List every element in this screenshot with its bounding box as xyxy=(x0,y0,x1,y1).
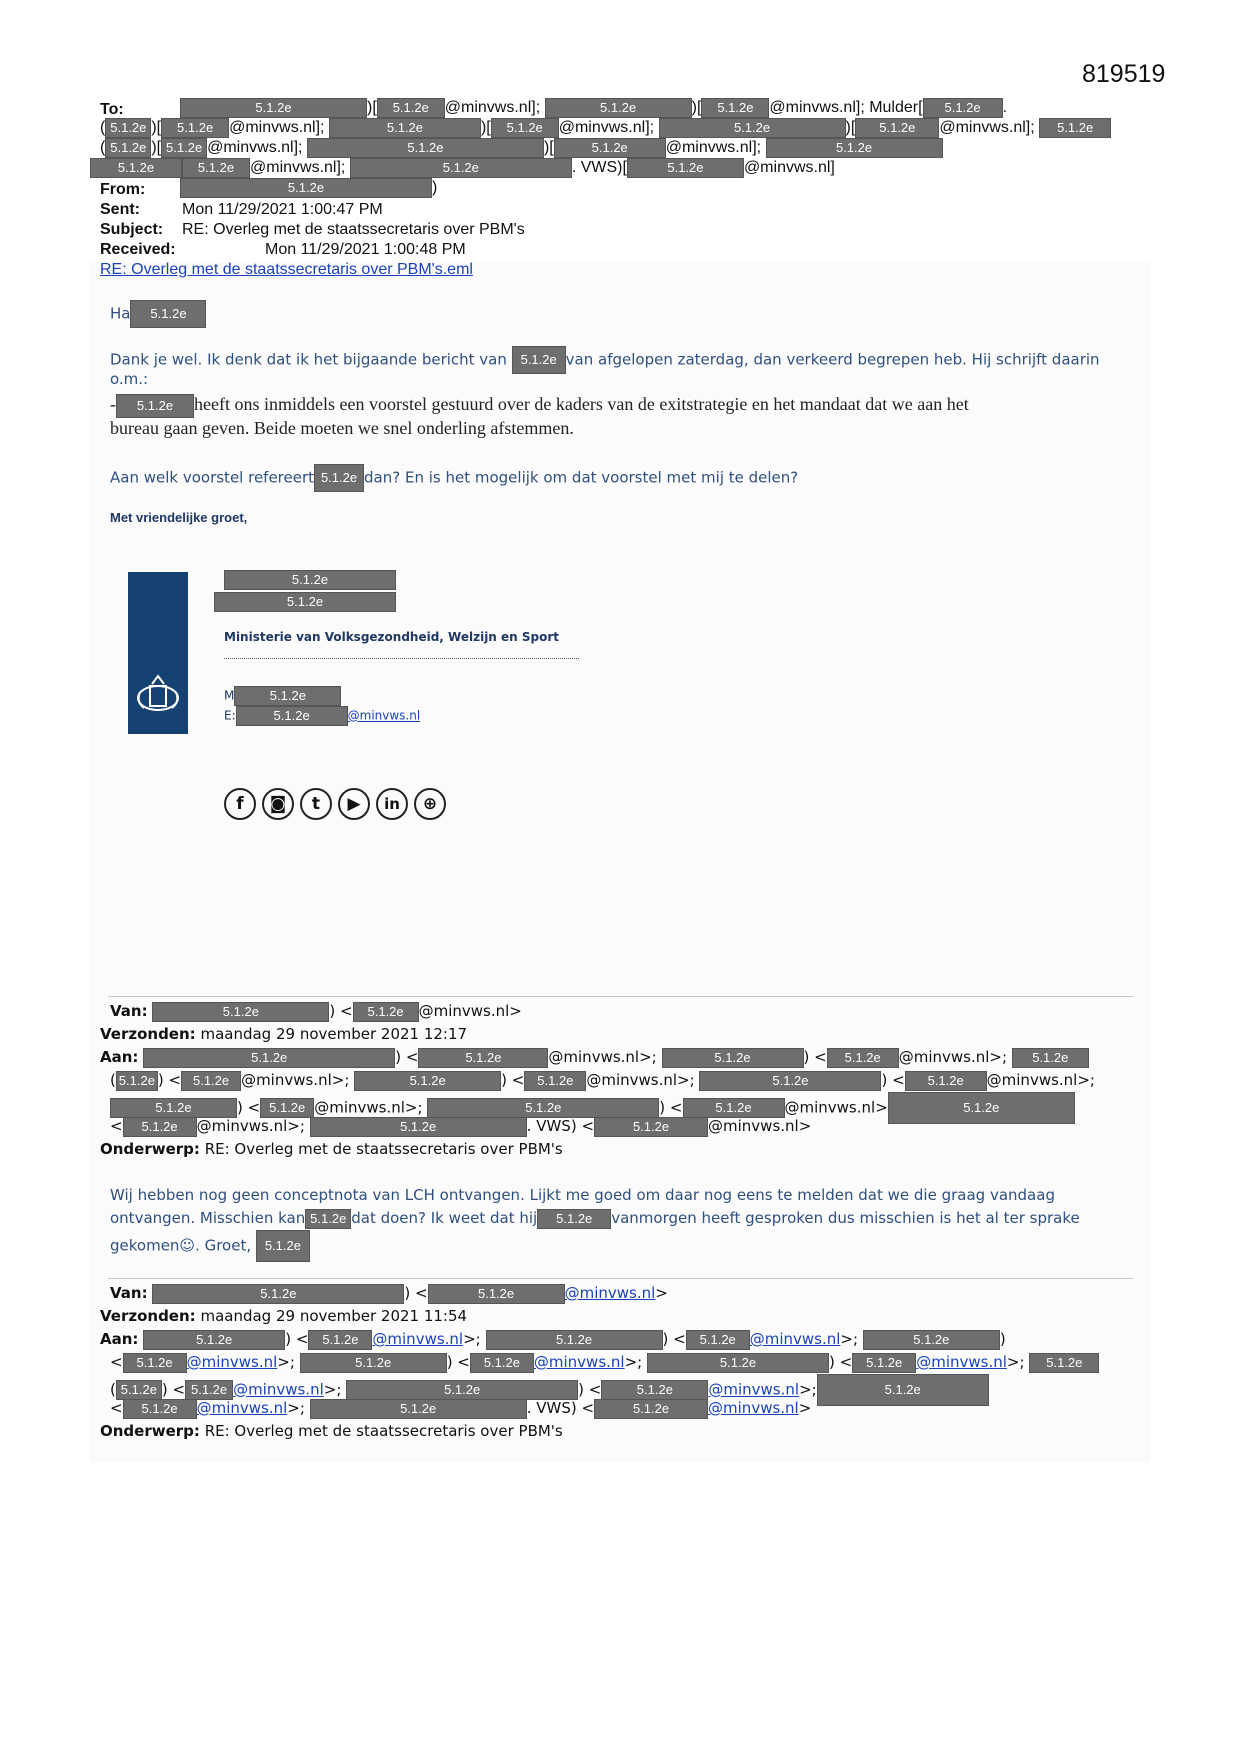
to-line-1-content: 5.1.2e )[ 5.1.2e @minvws.nl]; 5.1.2e )[ 5.1.2e @minvws.nl]; Mulder[ 5.1.2e . xyxy=(180,98,1007,118)
lt: ) < xyxy=(395,1048,419,1066)
redaction-box: 5.1.2e xyxy=(256,1230,310,1262)
email-fragment: @minvws.nl>; xyxy=(241,1071,350,1089)
q1-onderwerp xyxy=(100,1138,563,1161)
onderwerp-value: RE: Overleg met de staatssecretaris over PBM's xyxy=(204,1140,563,1158)
redaction-box: 5.1.2e xyxy=(601,1380,708,1400)
redaction-box: 5.1.2e xyxy=(545,98,692,118)
separator xyxy=(108,1278,1133,1279)
facebook-icon[interactable]: f xyxy=(224,788,256,820)
email-fragment: . VWS) < xyxy=(526,1117,595,1135)
para1-text: van afgelopen zaterdag, dan verkeerd begrepen heb. Hij schrijft daarin xyxy=(565,350,1100,369)
ministry-logo xyxy=(128,572,188,734)
q1-body-text: dat doen? Ik weet dat hij xyxy=(351,1209,538,1227)
email-link[interactable]: @minvws.nl xyxy=(708,1380,800,1399)
semi: >; xyxy=(323,1380,342,1399)
para1-line1 xyxy=(110,346,1100,374)
redaction-box: 5.1.2e xyxy=(486,1330,663,1350)
onderwerp-label: Onderwerp: xyxy=(100,1140,200,1158)
to-line-2: ( 5.1.2e )[ 5.1.2e @minvws.nl]; 5.1.2e )[ 5.1.2e @minvws.nl]; 5.1.2e )[ 5.1.2e @minvws.nl]; 5.1.2e xyxy=(100,118,1111,138)
lt: ) < xyxy=(829,1353,853,1371)
redaction-box: 5.1.2e xyxy=(214,592,396,612)
globe-icon[interactable]: ⊕ xyxy=(414,788,446,820)
redaction-box: 5.1.2e xyxy=(353,1002,419,1022)
semi: >; xyxy=(463,1330,481,1348)
email-fragment: @minvws.nl]; Mulder[ xyxy=(769,99,923,117)
lt: ) < xyxy=(157,1071,182,1089)
from-close: ) xyxy=(432,179,438,197)
signature-email xyxy=(224,706,420,726)
verzonden-value: maandag 29 november 2021 11:54 xyxy=(200,1307,468,1325)
redaction-box: 5.1.2e xyxy=(699,1071,881,1091)
redaction-box: 5.1.2e xyxy=(888,1092,1075,1124)
redaction-box: 5.1.2e xyxy=(683,1098,785,1118)
redaction-box: 5.1.2e xyxy=(1029,1353,1099,1373)
from-label: From: xyxy=(100,181,146,198)
q1-aan-4: < 5.1.2e @minvws.nl>; 5.1.2e . VWS) < 5.1.2e @minvws.nl> xyxy=(110,1117,812,1135)
separator xyxy=(108,996,1133,997)
para2-text: dan? En is het mogelijk om dat voorstel met mij te delen? xyxy=(364,468,799,487)
email-prefix: E: xyxy=(224,708,236,723)
semi: >; xyxy=(277,1353,295,1371)
redaction-box: 5.1.2e xyxy=(905,1071,987,1091)
van-tail: ) < xyxy=(404,1284,428,1302)
redaction-box: 5.1.2e xyxy=(852,1353,916,1373)
q2-onderwerp xyxy=(100,1420,563,1443)
email-fragment: @minvws.nl>; xyxy=(898,1048,1008,1066)
signature-title xyxy=(214,592,396,612)
redaction-box: 5.1.2e xyxy=(524,1071,586,1091)
email-fragment: @minvws.nl] xyxy=(743,159,835,177)
q1-body-text: ontvangen. Misschien kan xyxy=(110,1209,306,1227)
quote-line2: bureau gaan geven. Beide moeten we snel onderling afstemmen. xyxy=(110,418,574,438)
email-link[interactable]: @minvws.nl xyxy=(564,1284,656,1302)
email-fragment: . VWS)[ xyxy=(571,159,627,177)
redaction-box: 5.1.2e xyxy=(354,1071,501,1091)
q2-aan-1 xyxy=(100,1328,1006,1351)
para2 xyxy=(110,464,798,492)
van-close: > xyxy=(655,1284,668,1302)
redaction-box: 5.1.2e xyxy=(427,1098,659,1118)
to-line-3: ( 5.1.2e )[ 5.1.2e @minvws.nl]; 5.1.2e )[ 5.1.2e @minvws.nl]; 5.1.2e xyxy=(100,138,943,158)
redaction-box: 5.1.2e xyxy=(116,394,194,418)
email-fragment: @minvws.nl]; xyxy=(250,159,346,177)
redaction-box: 5.1.2e xyxy=(659,118,846,138)
email-fragment: @minvws.nl> xyxy=(784,1098,888,1117)
redaction-box: 5.1.2e xyxy=(594,1117,708,1137)
redaction-box: 5.1.2e xyxy=(116,1071,158,1091)
redaction-box: 5.1.2e xyxy=(152,1002,329,1022)
q2-aan-4: < 5.1.2e @minvws.nl>; 5.1.2e . VWS) < 5.1.2e @minvws.nl> xyxy=(110,1399,812,1417)
greeting xyxy=(110,300,206,328)
email-fragment: @minvws.nl>; xyxy=(586,1071,695,1089)
email-link[interactable]: @minvws.nl xyxy=(186,1353,278,1371)
para2-text: Aan welk voorstel refereert xyxy=(110,468,315,487)
to-line-1 xyxy=(100,100,124,120)
email-link[interactable]: @minvws.nl xyxy=(233,1380,324,1399)
email-fragment: @minvws.nl]; xyxy=(229,119,325,137)
redaction-box: 5.1.2e xyxy=(143,1048,395,1068)
lt: ) < xyxy=(662,1330,686,1348)
redaction-box: 5.1.2e xyxy=(307,138,544,158)
redaction-box: 5.1.2e xyxy=(827,1048,899,1068)
subject-label: Subject: xyxy=(100,221,164,238)
subject-value: RE: Overleg met de staatssecretaris over PBM's xyxy=(182,221,525,238)
quote-dash: - xyxy=(110,394,116,414)
signature-name xyxy=(224,570,396,590)
redaction-box: 5.1.2e xyxy=(310,1117,527,1137)
redaction-box: 5.1.2e xyxy=(161,138,207,158)
coat-of-arms-icon xyxy=(128,572,188,734)
lt: ) < xyxy=(161,1380,186,1399)
redaction-box: 5.1.2e xyxy=(224,570,396,590)
lt: ) < xyxy=(285,1330,309,1348)
q1-aan-2: ( 5.1.2e ) < 5.1.2e @minvws.nl>; 5.1.2e ) < 5.1.2e @minvws.nl>; 5.1.2e ) < 5.1.2e @minvws.nl>; xyxy=(110,1071,1095,1089)
email-fragment: @minvws.nl]; xyxy=(558,119,655,137)
email-link[interactable]: @minvws.nl xyxy=(708,1399,799,1417)
closing: Met vriendelijke groet, xyxy=(110,510,248,525)
redaction-box: 5.1.2e xyxy=(300,1353,447,1373)
redaction-box: 5.1.2e xyxy=(123,1117,197,1137)
redaction-box: 5.1.2e xyxy=(554,138,666,158)
redaction-box: 5.1.2e xyxy=(314,464,364,492)
from-value xyxy=(180,178,437,198)
redaction-box: 5.1.2e xyxy=(491,118,559,138)
onderwerp-label: Onderwerp: xyxy=(100,1422,200,1440)
redaction-box: 5.1.2e xyxy=(185,1380,233,1400)
q2-van xyxy=(110,1282,668,1305)
redaction-box: 5.1.2e xyxy=(260,1098,314,1118)
email-link[interactable]: @minvws.nl xyxy=(749,1330,841,1348)
redaction-box: 5.1.2e xyxy=(234,686,341,706)
redaction-box: 5.1.2e xyxy=(180,178,432,198)
phone-prefix: M xyxy=(224,688,235,703)
document-id: 819519 xyxy=(1082,60,1166,88)
redaction-box: 5.1.2e xyxy=(627,158,744,178)
redaction-box: 5.1.2e xyxy=(308,1330,372,1350)
quote-text: heeft ons inmiddels een voorstel gestuurd over de kaders van de exitstrategie en het mandaat dat we aan het xyxy=(194,394,969,414)
received-value: Mon 11/29/2021 1:00:48 PM xyxy=(265,241,466,258)
q1-body-2 xyxy=(110,1207,1080,1229)
redaction-box: 5.1.2e xyxy=(180,98,367,118)
email-fragment: @minvws.nl>; xyxy=(548,1048,657,1066)
redaction-box: 5.1.2e xyxy=(236,706,348,726)
redaction-box: 5.1.2e xyxy=(350,158,572,178)
redaction-box: 5.1.2e xyxy=(110,1098,237,1118)
email-link[interactable]: @minvws.nl xyxy=(372,1330,464,1348)
redaction-box: 5.1.2e xyxy=(123,1353,187,1373)
redaction-box: 5.1.2e xyxy=(1012,1048,1089,1068)
email-fragment: @minvws.nl]; xyxy=(207,139,303,157)
greeting-text: Ha xyxy=(110,304,131,323)
semi: >; xyxy=(1006,1353,1025,1371)
received-label: Received: xyxy=(100,241,176,258)
instagram-icon[interactable]: ◙ xyxy=(262,788,294,820)
redaction-box: 5.1.2e xyxy=(470,1353,534,1373)
lt: ) < xyxy=(881,1071,905,1089)
redaction-box: 5.1.2e xyxy=(310,1399,527,1419)
email-link[interactable]: @minvws.nl xyxy=(347,708,421,723)
lt: ) < xyxy=(446,1353,470,1371)
from-line xyxy=(100,180,145,200)
q1-verzonden xyxy=(100,1023,467,1046)
para1-text: Dank je wel. Ik denk dat ik het bijgaande bericht van xyxy=(110,350,507,369)
aan-label: Aan: xyxy=(100,1048,139,1066)
q2-aan-3: ( 5.1.2e ) < 5.1.2e @minvws.nl>; 5.1.2e ) < 5.1.2e @minvws.nl>; 5.1.2e xyxy=(110,1374,989,1406)
ministry-name: Ministerie van Volksgezondheid, Welzijn en Sport xyxy=(224,630,560,644)
redaction-box: 5.1.2e xyxy=(152,1284,404,1304)
redaction-box: 5.1.2e xyxy=(594,1399,708,1419)
email-fragment: @minvws.nl>; xyxy=(196,1117,305,1135)
redaction-box: 5.1.2e xyxy=(105,138,151,158)
semi: >; xyxy=(799,1380,817,1399)
redaction-box: 5.1.2e xyxy=(817,1374,989,1406)
quote-line1 xyxy=(110,392,969,418)
redaction-box: 5.1.2e xyxy=(116,1380,162,1400)
email-link[interactable]: @minvws.nl xyxy=(916,1353,1007,1371)
email-fragment: @minvws.nl> xyxy=(708,1117,812,1135)
redaction-box: 5.1.2e xyxy=(90,158,182,178)
redaction-box: 5.1.2e xyxy=(428,1284,565,1304)
redaction-box: 5.1.2e xyxy=(346,1380,578,1400)
twitter-icon[interactable]: t xyxy=(300,788,332,820)
signature-divider xyxy=(224,658,579,659)
sent-line xyxy=(100,200,140,220)
aan-label: Aan: xyxy=(100,1330,139,1348)
redaction-box: 5.1.2e xyxy=(537,1209,611,1229)
lt: ) < xyxy=(578,1380,602,1399)
redaction-box: 5.1.2e xyxy=(1039,118,1111,138)
lt: ) < xyxy=(237,1098,261,1117)
redaction-box: 5.1.2e xyxy=(181,1071,241,1091)
redaction-box: 5.1.2e xyxy=(182,158,250,178)
lt: ) < xyxy=(803,1048,827,1066)
q1-aan-1 xyxy=(100,1046,1089,1069)
redaction-box: 5.1.2e xyxy=(130,300,206,328)
redaction-box: 5.1.2e xyxy=(662,1048,804,1068)
redaction-box: 5.1.2e xyxy=(923,98,1003,118)
van-tail: ) < xyxy=(329,1002,353,1020)
van-label: Van: xyxy=(110,1002,148,1020)
linkedin-icon[interactable]: in xyxy=(376,788,408,820)
email-fragment: @minvws.nl]; xyxy=(444,99,541,117)
redaction-box: 5.1.2e xyxy=(305,1209,351,1229)
redaction-box: 5.1.2e xyxy=(329,118,481,138)
para1-line2: o.m.: xyxy=(110,370,149,388)
redaction-box: 5.1.2e xyxy=(105,118,151,138)
to-line-4 xyxy=(90,158,835,178)
redaction-box: 5.1.2e xyxy=(161,118,229,138)
redaction-box: 5.1.2e xyxy=(766,138,943,158)
sent-label: Sent: xyxy=(100,201,140,218)
q1-van xyxy=(110,1000,522,1023)
redaction-box: 5.1.2e xyxy=(512,346,566,374)
van-label: Van: xyxy=(110,1284,148,1302)
verzonden-value: maandag 29 november 2021 12:17 xyxy=(200,1025,468,1043)
q1-body-3 xyxy=(110,1230,310,1262)
subject-line xyxy=(100,220,163,240)
semi: >; xyxy=(840,1330,859,1348)
received-line xyxy=(100,240,176,260)
redaction-box: 5.1.2e xyxy=(863,1330,1000,1350)
redaction-box: 5.1.2e xyxy=(701,98,769,118)
attachment-link[interactable]: RE: Overleg met de staatssecretaris over PBM's.eml xyxy=(100,261,473,278)
email-fragment: . VWS) < xyxy=(526,1399,595,1417)
email-link[interactable]: @minvws.nl xyxy=(533,1353,625,1371)
redaction-box: 5.1.2e xyxy=(377,98,445,118)
redaction-box: 5.1.2e xyxy=(686,1330,750,1350)
redaction-box: 5.1.2e xyxy=(647,1353,829,1373)
redaction-box: 5.1.2e xyxy=(143,1330,285,1350)
to-label: To: xyxy=(100,101,124,118)
email-fragment: @minvws.nl]; xyxy=(939,119,1035,137)
close-paren: ) xyxy=(999,1330,1006,1348)
redaction-box: 5.1.2e xyxy=(418,1048,548,1068)
verzonden-label: Verzonden: xyxy=(100,1307,196,1325)
lt: ) < xyxy=(659,1098,683,1117)
van-email: @minvws.nl> xyxy=(418,1002,522,1020)
email-fragment: @minvws.nl]; xyxy=(665,139,762,157)
email-fragment: @minvws.nl>; xyxy=(986,1071,1095,1089)
verzonden-label: Verzonden: xyxy=(100,1025,196,1043)
q1-body-text: gekomen☺. Groet, xyxy=(110,1236,252,1255)
q1-body-1: Wij hebben nog geen conceptnota van LCH ontvangen. Lijkt me goed om daar nog eens te melden dat we die graag vandaag xyxy=(110,1186,1055,1204)
q2-aan-2: < 5.1.2e @minvws.nl>; 5.1.2e ) < 5.1.2e @minvws.nl>; 5.1.2e ) < 5.1.2e @minvws.nl>; 5.1.2e xyxy=(110,1351,1099,1374)
semi: >; xyxy=(624,1353,643,1371)
redaction-box: 5.1.2e xyxy=(855,118,939,138)
semi: >; xyxy=(287,1399,305,1417)
email-fragment: @minvws.nl>; xyxy=(314,1098,423,1117)
q1-body-text: vanmorgen heeft gesproken dus misschien is het al ter sprake xyxy=(611,1209,1080,1227)
q2-verzonden xyxy=(100,1305,467,1328)
youtube-icon[interactable]: ▶ xyxy=(338,788,370,820)
lt: ) < xyxy=(501,1071,525,1089)
end: > xyxy=(798,1399,812,1417)
signature-phone xyxy=(224,686,341,706)
sent-value: Mon 11/29/2021 1:00:47 PM xyxy=(182,201,383,218)
redaction-box: 5.1.2e xyxy=(123,1399,197,1419)
onderwerp-value: RE: Overleg met de staatssecretaris over PBM's xyxy=(204,1422,563,1440)
email-link[interactable]: @minvws.nl xyxy=(196,1399,288,1417)
